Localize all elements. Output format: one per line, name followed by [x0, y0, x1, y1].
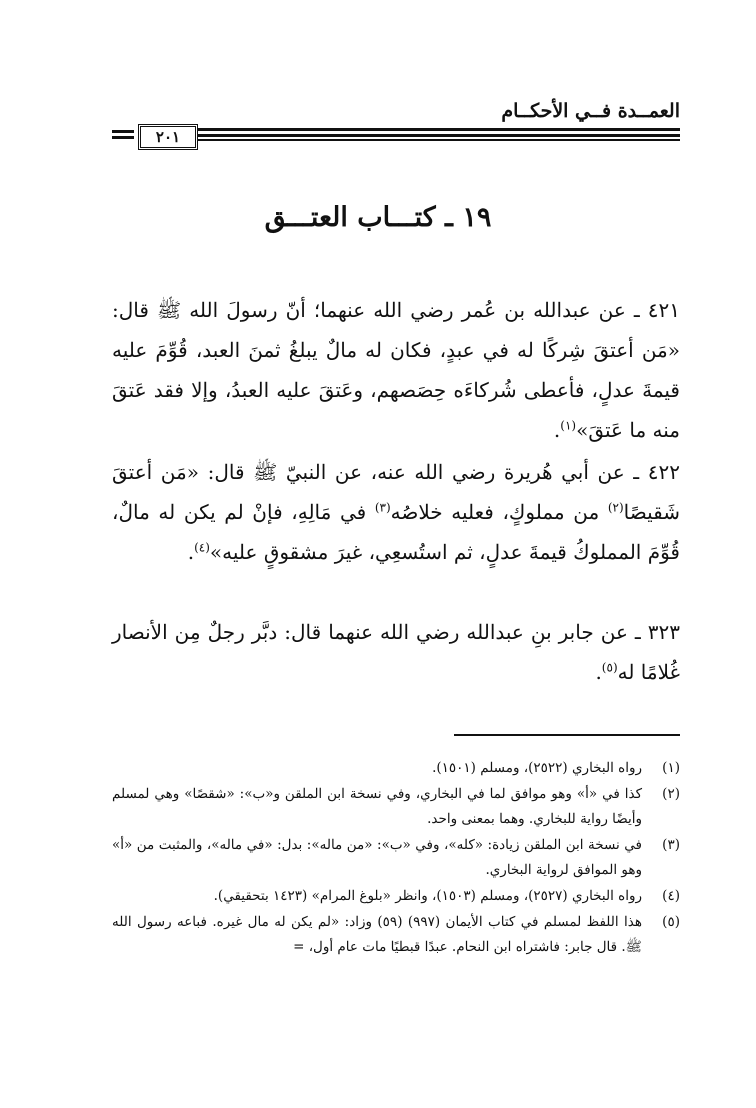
footnote-ref: (٤): [194, 540, 210, 555]
running-title: العمــدة فــي الأحكــام: [501, 100, 680, 122]
hadith-number: ٣٢٣: [647, 620, 680, 644]
footnote-number: (٤): [662, 888, 680, 904]
footnote-ref: (٣): [374, 500, 391, 515]
footnote: [112, 833, 680, 883]
header-left-mark: [112, 130, 134, 133]
footnote-text: كذا في «أ» وهو موافق لما في البخاري، وفي نسخة ابن الملقن و«ب»: «شقصًا» وهي لمسلم وأيضًا رواية للبخاري. وهما بمعنى واحد.: [112, 786, 642, 827]
footnote-ref: (١): [560, 418, 577, 433]
footnote-number: (١): [662, 760, 680, 776]
hadith-text: ـ عن جابر بنِ عبدالله رضي الله عنهما قال: دبَّر رجلٌ مِن الأنصار غُلامًا له: [112, 620, 680, 684]
hadith-text: ـ عن أبي هُريرة رضي الله عنه، عن النبيّ ﷺ قال: «مَن أعتقَ شَقيصًا: [112, 460, 680, 524]
footnote: [112, 756, 680, 781]
footnote-text: في نسخة ابن الملقن زيادة: «كله»، وفي «ب»: «من ماله»: بدل: «في ماله»، والمثبت من «أ» وهو الموافق لرواية البخاري.: [112, 837, 642, 878]
header-left-mark: [112, 136, 134, 139]
footnote-text: هذا اللفظ لمسلم في كتاب الأيمان (٩٩٧) (٥٩) وزاد: «لم يكن له مال غيره. فباعه رسول الله ﷺ. قال جابر: فاشتراه ابن النحام. عبدًا قبطيًا مات عام أول، =: [112, 914, 642, 955]
header-rule-line: [198, 139, 680, 141]
hadith-text: ـ عن عبدالله بن عُمر رضي الله عنهما؛ أنّ رسولَ الله ﷺ قال: «مَن أعتقَ شِركًا له في عبدٍ، فكان له مالٌ يبلغُ ثمنَ العبد، قُوِّمَ عليه قيمةَ عدلٍ، فأعطى شُركاءَه حِصَصهم، وعَتقَ عليه العبدُ، وإلا فقد عَتقَ منه ما عَتقَ»: [112, 298, 680, 442]
page-number: ٢٠١: [138, 124, 198, 150]
hadith-end: .: [187, 540, 195, 564]
footnote-text: رواه البخاري (٢٥٢٧)، ومسلم (١٥٠٣)، وانظر «بلوغ المرام» (١٤٢٣ بتحقيقي).: [213, 888, 642, 904]
header-rule: [112, 126, 680, 146]
hadith-paragraph: [112, 290, 680, 450]
hadith-number: ٤٢١: [647, 298, 681, 322]
hadith-paragraph: [112, 452, 680, 572]
footnote: [112, 884, 680, 909]
footnote: [112, 910, 680, 960]
hadith-text: من مملوكٍ، فعليه خلاصُه: [390, 500, 600, 524]
footnote-ref: (٢): [607, 500, 624, 515]
footnote-number: (٢): [662, 786, 680, 802]
header-rule-line: [198, 128, 680, 131]
footnote-separator: [454, 734, 680, 736]
header-rule-line: [198, 134, 680, 137]
hadith-paragraph: [112, 612, 680, 692]
footnote-number: (٥): [662, 914, 680, 930]
hadith-number: ٤٢٢: [647, 460, 680, 484]
hadith-end: .: [553, 418, 561, 442]
hadith-text: في مَالِهِ، فإنْ لم يكن له مالٌ، قُوِّمَ المملوكُ قيمةَ عدلٍ، ثم استُسعِي، غيرَ مشقوقٍ عليه»: [112, 500, 680, 564]
footnote: [112, 782, 680, 832]
hadith-end: .: [595, 660, 602, 684]
chapter-title: ١٩ ـ كتـــاب العتـــق: [264, 202, 492, 233]
footnote-ref: (٥): [601, 660, 618, 675]
footnote-text: رواه البخاري (٢٥٢٢)، ومسلم (١٥٠١).: [432, 760, 642, 776]
footnotes: [112, 756, 680, 961]
footnote-number: (٣): [662, 837, 680, 853]
